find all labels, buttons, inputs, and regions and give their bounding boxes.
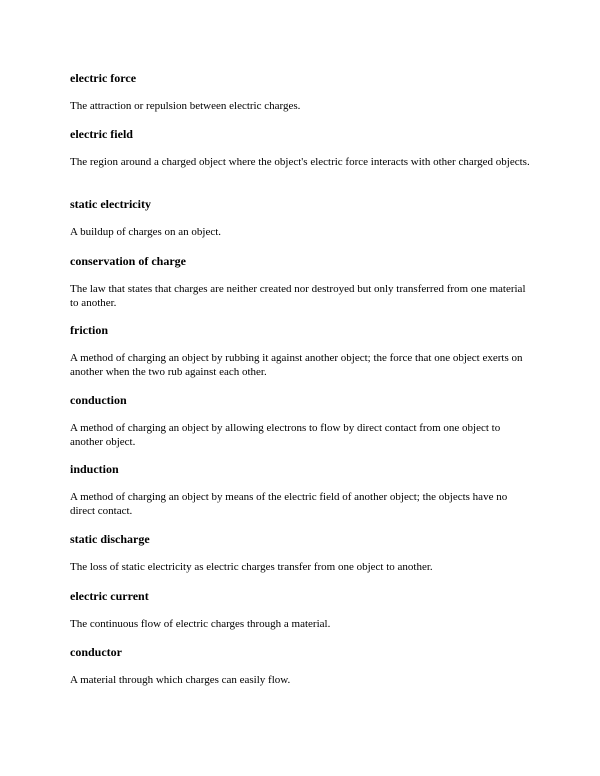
glossary-entry-electric-force bbox=[70, 71, 532, 112]
term-definition: A method of charging an object by allowing electrons to flow by direct contact from one object to another object. bbox=[70, 422, 501, 448]
term-heading: static electricity bbox=[70, 197, 151, 211]
term-heading: conductor bbox=[70, 645, 122, 659]
term-heading: induction bbox=[70, 462, 119, 476]
term-heading: friction bbox=[70, 323, 108, 337]
glossary-entry-electric-current bbox=[70, 589, 532, 630]
glossary-entry-static-electricity bbox=[70, 197, 532, 238]
glossary-entry-friction bbox=[70, 323, 532, 378]
term-heading: electric field bbox=[70, 127, 133, 141]
term-heading: electric force bbox=[70, 71, 137, 85]
term-definition: The law that states that charges are neither created nor destroyed but only transferred from one material to another. bbox=[70, 283, 526, 309]
term-definition: A method of charging an object by rubbing it against another object; the force that one object exerts on another when the two rub against each other. bbox=[70, 352, 523, 378]
glossary-entry-electric-field bbox=[70, 127, 532, 168]
term-definition: The region around a charged object where the object's electric force interacts with other charged objects. bbox=[70, 156, 530, 168]
glossary-entry-conductor bbox=[70, 645, 532, 686]
term-definition: The loss of static electricity as electric charges transfer from one object to another. bbox=[70, 561, 433, 573]
term-heading: electric current bbox=[70, 589, 149, 603]
term-heading: conservation of charge bbox=[70, 254, 186, 268]
term-definition: The attraction or repulsion between electric charges. bbox=[70, 100, 301, 112]
glossary-entry-conservation-of-charge bbox=[70, 254, 532, 309]
term-heading: static discharge bbox=[70, 532, 150, 546]
term-definition: A method of charging an object by means of the electric field of another object; the objects have no direct contact. bbox=[70, 491, 508, 517]
glossary-entry-static-discharge bbox=[70, 532, 532, 573]
term-heading: conduction bbox=[70, 393, 127, 407]
glossary-entry-conduction bbox=[70, 393, 532, 448]
term-definition: A buildup of charges on an object. bbox=[70, 226, 222, 238]
term-definition: The continuous flow of electric charges through a material. bbox=[70, 618, 331, 630]
glossary-entry-induction bbox=[70, 462, 532, 517]
term-definition: A material through which charges can easily flow. bbox=[70, 674, 291, 686]
